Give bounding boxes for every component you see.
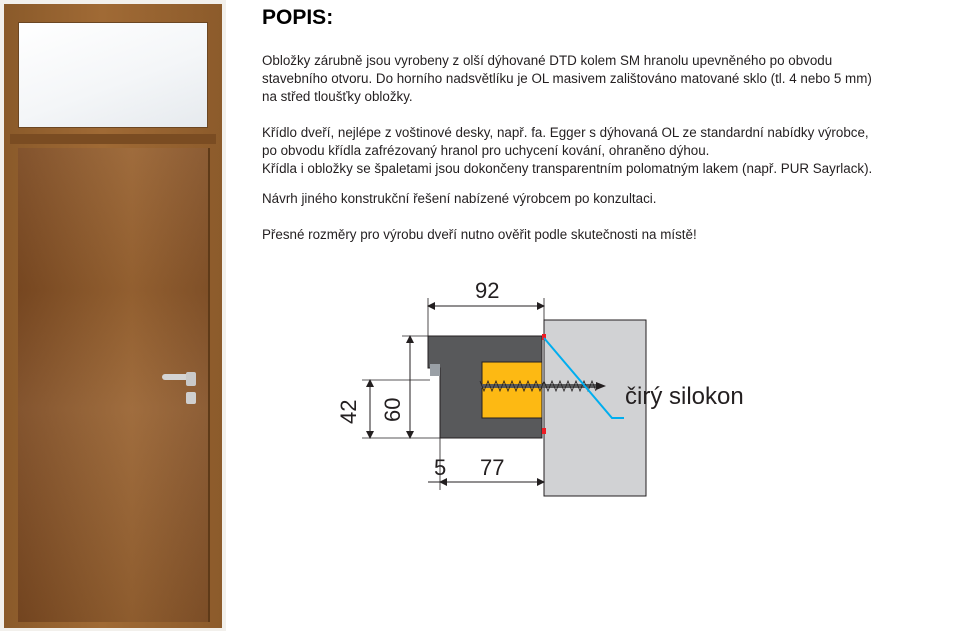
silicone-label: čirý silokon bbox=[625, 383, 744, 410]
paragraph-leaf-description bbox=[262, 124, 872, 178]
paragraph-frame-description bbox=[262, 52, 872, 106]
door-handle-rose bbox=[186, 372, 196, 386]
dim-label-5: 5 bbox=[434, 455, 447, 480]
transom-rail bbox=[10, 134, 216, 144]
text-line: Křídlo dveří, nejlépe z voštinové desky, např. fa. Egger s dýhovaná OL ze standardní nabídky výrobce, bbox=[262, 125, 869, 140]
text-line: Přesné rozměry pro výrobu dveří nutno ověřit podle skutečnosti na místě! bbox=[262, 227, 697, 242]
dim-label-77: 77 bbox=[480, 455, 505, 480]
page-heading: POPIS: bbox=[262, 6, 334, 29]
wood-block bbox=[482, 362, 542, 418]
sealant-bottom bbox=[542, 428, 546, 434]
door-photo bbox=[0, 0, 226, 631]
text-line: na střed tloušťky obložky. bbox=[262, 89, 413, 104]
paragraph-measurement-note bbox=[262, 226, 697, 244]
text-line: Návrh jiného konstrukční řešení nabízené výrobcem po konzultaci. bbox=[262, 191, 657, 206]
keyhole-escutcheon bbox=[186, 392, 196, 404]
text-line: Křídla i obložky se špaletami jsou dokončeny transparentním polomatným lakem (např. PUR Sayrlack). bbox=[262, 161, 873, 176]
dim-label-92: 92 bbox=[475, 278, 500, 303]
transom-frosted-glass bbox=[18, 22, 208, 128]
door-leaf bbox=[18, 148, 210, 622]
text-line: po obvodu křídla zafrézovaný hranol pro uchycení kování, ohraněno dýhou. bbox=[262, 143, 710, 158]
dim-label-42: 42 bbox=[336, 399, 361, 424]
rebate-strip bbox=[430, 364, 440, 376]
frame-cross-section-diagram bbox=[330, 268, 760, 498]
paragraph-alternative-design bbox=[262, 190, 657, 208]
text-line: Obložky zárubně jsou vyrobeny z olší dýhované DTD kolem SM hranolu upevněného po obvodu bbox=[262, 53, 833, 68]
dim-label-60: 60 bbox=[380, 397, 405, 422]
text-line: stavebního otvoru. Do horního nadsvětlíku je OL masivem zalištováno matované sklo (tl. 4 nebo 5 mm) bbox=[262, 71, 872, 86]
